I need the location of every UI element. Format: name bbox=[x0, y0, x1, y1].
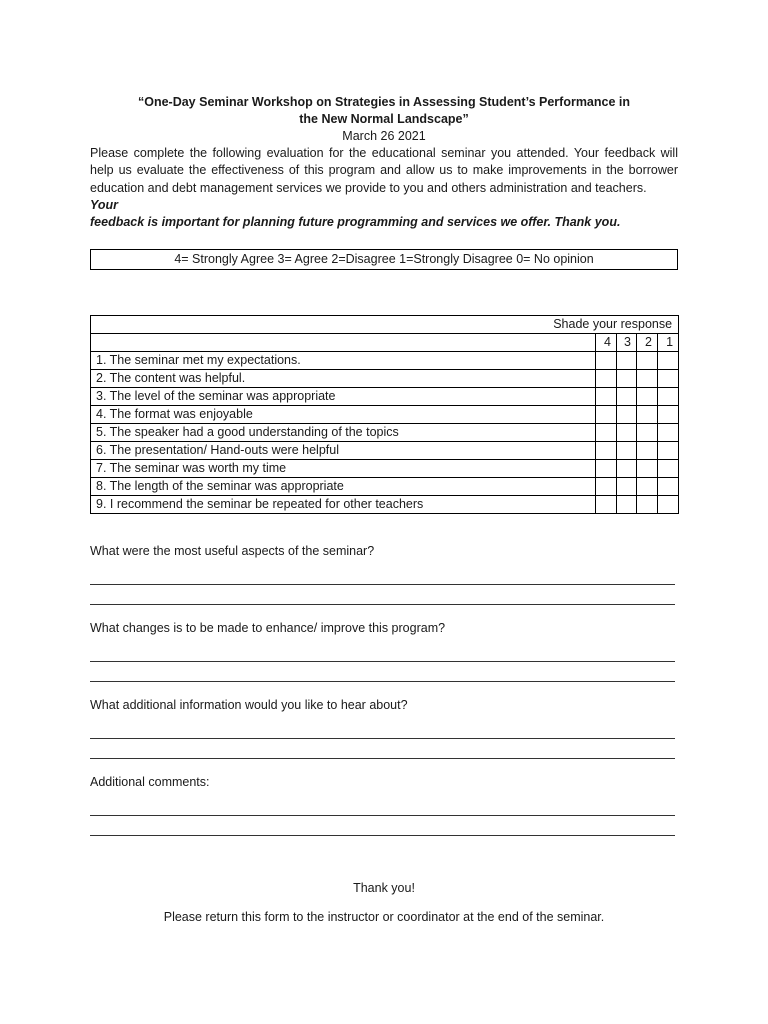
rating-cell-3[interactable] bbox=[617, 478, 637, 496]
rating-cell-2[interactable] bbox=[637, 424, 658, 442]
table-row bbox=[91, 496, 679, 514]
item-label: 5. The speaker had a good understanding of the topics bbox=[91, 424, 596, 442]
rating-cell-1[interactable] bbox=[658, 352, 679, 370]
item-label: 2. The content was helpful. bbox=[91, 370, 596, 388]
intro-emphasis-line-2: feedback is important for planning future programming and services we offer. Thank you. bbox=[90, 215, 621, 230]
answer-line[interactable] bbox=[90, 604, 675, 605]
table-row bbox=[91, 442, 679, 460]
rating-cell-1[interactable] bbox=[658, 442, 679, 460]
rating-cell-1[interactable] bbox=[658, 460, 679, 478]
rating-cell-4[interactable] bbox=[596, 460, 617, 478]
rating-cell-1[interactable] bbox=[658, 370, 679, 388]
rating-cell-4[interactable] bbox=[596, 478, 617, 496]
rating-cell-2[interactable] bbox=[637, 388, 658, 406]
rating-cell-4[interactable] bbox=[596, 424, 617, 442]
rating-cell-4[interactable] bbox=[596, 496, 617, 514]
rating-scale-legend: 4= Strongly Agree 3= Agree 2=Disagree 1=Strongly Disagree 0= No opinion bbox=[90, 249, 678, 270]
rating-cell-4[interactable] bbox=[596, 370, 617, 388]
table-row bbox=[91, 424, 679, 442]
table-row bbox=[91, 478, 679, 496]
rating-cell-3[interactable] bbox=[617, 424, 637, 442]
item-label: 4. The format was enjoyable bbox=[91, 406, 596, 424]
question-useful-aspects: What were the most useful aspects of the seminar? bbox=[90, 544, 375, 558]
answer-line[interactable] bbox=[90, 738, 675, 739]
rating-cell-2[interactable] bbox=[637, 370, 658, 388]
rating-cell-3[interactable] bbox=[617, 406, 637, 424]
form-title-line-2: the New Normal Landscape” bbox=[299, 112, 469, 126]
rating-cell-2[interactable] bbox=[637, 442, 658, 460]
rating-cell-1[interactable] bbox=[658, 406, 679, 424]
table-row bbox=[91, 406, 679, 424]
rating-table bbox=[90, 315, 679, 514]
shade-response-label: Shade your response bbox=[91, 316, 679, 334]
answer-line[interactable] bbox=[90, 681, 675, 682]
table-row bbox=[91, 370, 679, 388]
item-label: 8. The length of the seminar was appropriate bbox=[91, 478, 596, 496]
question-additional-info: What additional information would you like to hear about? bbox=[90, 698, 408, 712]
table-row bbox=[91, 388, 679, 406]
rating-cell-1[interactable] bbox=[658, 478, 679, 496]
rating-cell-3[interactable] bbox=[617, 442, 637, 460]
rating-cell-4[interactable] bbox=[596, 388, 617, 406]
rating-cell-2[interactable] bbox=[637, 460, 658, 478]
column-header-4: 4 bbox=[596, 334, 617, 352]
rating-cell-1[interactable] bbox=[658, 388, 679, 406]
table-row bbox=[91, 460, 679, 478]
column-header-3: 3 bbox=[617, 334, 637, 352]
question-improvements: What changes is to be made to enhance/ improve this program? bbox=[90, 621, 446, 635]
answer-line[interactable] bbox=[90, 661, 675, 662]
rating-cell-3[interactable] bbox=[617, 496, 637, 514]
thank-you-text: Thank you! bbox=[353, 881, 415, 895]
item-label: 1. The seminar met my expectations. bbox=[91, 352, 596, 370]
intro-paragraph bbox=[90, 145, 678, 231]
rating-cell-4[interactable] bbox=[596, 442, 617, 460]
rating-cell-3[interactable] bbox=[617, 388, 637, 406]
answer-line[interactable] bbox=[90, 584, 675, 585]
rating-cell-1[interactable] bbox=[658, 424, 679, 442]
header-blank-cell bbox=[91, 334, 596, 352]
item-label: 3. The level of the seminar was appropriate bbox=[91, 388, 596, 406]
intro-text: Please complete the following evaluation for the educational seminar you attended. Your feedback will help us evaluate the effectiveness of this program and allow us to make improvements in the borrower education and debt management services we provide to you and others administration and teachers. bbox=[90, 146, 678, 195]
answer-line[interactable] bbox=[90, 815, 675, 816]
rating-cell-2[interactable] bbox=[637, 352, 658, 370]
rating-cell-4[interactable] bbox=[596, 352, 617, 370]
column-header-2: 2 bbox=[637, 334, 658, 352]
item-label: 6. The presentation/ Hand-outs were helpful bbox=[91, 442, 596, 460]
answer-line[interactable] bbox=[90, 758, 675, 759]
rating-cell-2[interactable] bbox=[637, 496, 658, 514]
column-header-1: 1 bbox=[658, 334, 679, 352]
intro-emphasis-line-1: Your bbox=[90, 197, 119, 212]
rating-table-header-row bbox=[91, 334, 679, 352]
rating-cell-4[interactable] bbox=[596, 406, 617, 424]
item-label: 7. The seminar was worth my time bbox=[91, 460, 596, 478]
rating-cell-2[interactable] bbox=[637, 478, 658, 496]
rating-cell-3[interactable] bbox=[617, 352, 637, 370]
rating-cell-2[interactable] bbox=[637, 406, 658, 424]
rating-cell-1[interactable] bbox=[658, 496, 679, 514]
answer-line[interactable] bbox=[90, 835, 675, 836]
return-instructions: Please return this form to the instructor or coordinator at the end of the seminar. bbox=[163, 910, 605, 924]
form-title-line-1: “One-Day Seminar Workshop on Strategies in Assessing Student’s Performance in bbox=[137, 95, 631, 109]
table-row bbox=[91, 352, 679, 370]
rating-cell-3[interactable] bbox=[617, 370, 637, 388]
question-additional-comments: Additional comments: bbox=[90, 775, 210, 789]
seminar-date: March 26 2021 bbox=[342, 129, 426, 143]
rating-cell-3[interactable] bbox=[617, 460, 637, 478]
item-label: 9. I recommend the seminar be repeated for other teachers bbox=[91, 496, 596, 514]
rating-table-shade-row bbox=[91, 316, 679, 334]
